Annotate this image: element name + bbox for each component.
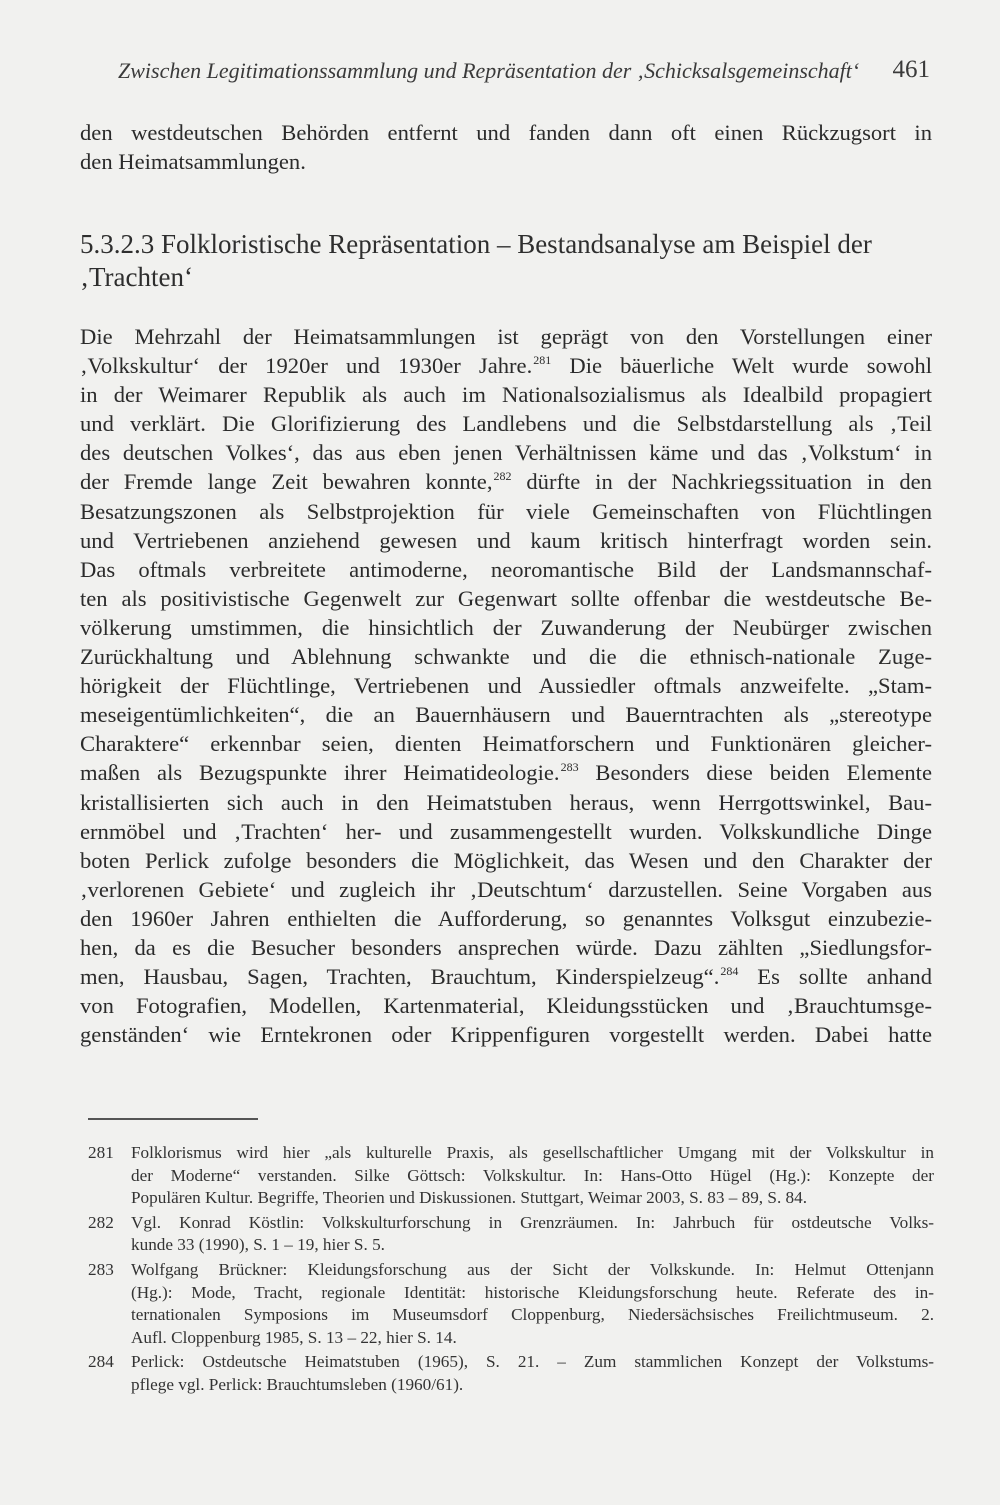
text-line — [80, 351, 932, 380]
section-heading — [80, 228, 932, 294]
footnote-line: ternationalen Symposions im Museumsdorf Cloppenburg, Niedersächsisches Freilichtmuseum. 2. — [131, 1305, 934, 1325]
text-line: Das oftmals verbreitete antimoderne, neoromantische Bild der Landsmannschaf- — [80, 556, 932, 582]
footnote-number: 284 — [88, 1352, 114, 1372]
footnote-number: 281 — [88, 1143, 114, 1162]
footnote-line: Vgl. Konrad Köstlin: Volkskulturforschung in Grenzräumen. In: Jahrbuch für ostdeutsche Volks- — [131, 1212, 934, 1232]
text-line: kristallisierten sich auch in den Heimatstuben heraus, wenn Herrgottswinkel, Bau- — [80, 789, 932, 815]
text-line: den westdeutschen Behörden entfernt und fanden dann oft einen Rückzugsort in — [80, 120, 932, 145]
text-line: meseigentümlichkeiten“, die an Bauernhäusern und Bauerntrachten als „stereotype — [80, 702, 932, 728]
text-run: der Fremde lange Zeit bewahren konnte, — [80, 469, 493, 495]
text-line: den Heimatsammlungen. — [80, 149, 306, 175]
footnote-line: (Hg.): Mode, Tracht, regionale Identität: historische Kleidungsforschung heute. Referate des in- — [131, 1282, 934, 1302]
footnote-284 — [88, 1351, 934, 1396]
running-title: Zwischen Legitimationssammlung und Repräsentation der ‚Schicksalsgemeinschaft‘ — [118, 58, 860, 83]
footnotes — [88, 1142, 934, 1399]
footnote-282 — [88, 1212, 934, 1257]
text-line: hen, da es die Besucher besonders ansprechen würde. Dazu zählten „Siedlungsfor- — [80, 934, 932, 960]
text-line: genständen‘ wie Erntekronen oder Krippenfiguren vorgestellt werden. Dabei hatte — [80, 1022, 932, 1048]
footnote-line: Folklorismus wird hier „als kulturelle Praxis, als gesellschaftlicher Umgang mit der Volkskultur in — [131, 1143, 934, 1162]
section-heading-line: ‚Trachten‘ — [80, 262, 193, 292]
text-line: von Fotografien, Modellen, Kartenmaterial, Kleidungsstücken und ‚Brauchtumsge- — [80, 993, 932, 1019]
text-line: ernmöbel und ‚Trachten‘ her- und zusammengestellt wurden. Volkskundliche Dinge — [80, 818, 932, 844]
text-run: Besonders diese beiden Elemente — [578, 760, 932, 786]
text-line: Zurückhaltung und Ablehnung schwankte und die die ethnisch-nationale Zuge- — [80, 644, 932, 670]
text-line: hörigkeit der Flüchtlinge, Vertriebenen und Aussiedler oftmals anzweifelte. „Stam- — [80, 673, 932, 699]
intro-paragraph — [80, 118, 932, 176]
footnote-ref-283[interactable]: 283 — [560, 760, 579, 775]
footnote-281 — [88, 1142, 934, 1210]
footnote-ref-281[interactable]: 281 — [533, 353, 552, 368]
page-number: 461 — [892, 56, 930, 83]
footnote-283 — [88, 1259, 934, 1349]
text-line: ten als positivistische Gegenwelt zur Gegenwart sollte offenbar die westdeutsche Be- — [80, 585, 932, 611]
footnote-ref-282[interactable]: 282 — [493, 469, 512, 484]
footnote-line: Wolfgang Brückner: Kleidungsforschung aus der Sicht der Volkskunde. In: Helmut Ottenjann — [131, 1259, 934, 1279]
footnote-separator — [88, 1118, 258, 1120]
running-header — [118, 56, 930, 90]
main-paragraph — [80, 322, 932, 1049]
text-line: des deutschen Volkes‘, das aus eben jenen Verhältnissen käme und das ‚Volkstum‘ in — [80, 440, 932, 466]
text-line: und Vertriebenen anziehend gewesen und kaum kritisch hinterfragt worden sein. — [80, 527, 932, 553]
text-run: ‚Volkskultur‘ der 1920er und 1930er Jahre. — [80, 353, 533, 379]
footnote-line: Populären Kultur. Begriffe, Theorien und Diskussionen. Stuttgart, Weimar 2003, S. 83 – 89, S. 84. — [131, 1188, 808, 1208]
text-line: Besatzungszonen als Selbstprojektion für viele Gemeinschaften von Flüchtlingen — [80, 498, 932, 524]
footnote-ref-284[interactable]: 284 — [720, 964, 739, 979]
text-line — [80, 962, 932, 991]
text-line: Die Mehrzahl der Heimatsammlungen ist geprägt von den Vorstellungen einer — [80, 324, 932, 349]
text-run: Es sollte anhand — [738, 964, 932, 990]
footnote-line: kunde 33 (1990), S. 1 – 19, hier S. 5. — [131, 1235, 385, 1255]
section-heading-line: 5.3.2.3 Folkloristische Repräsentation – Bestandsanalyse am Beispiel der — [80, 229, 872, 259]
text-line — [80, 467, 932, 496]
text-line: ‚verlorenen Gebiete‘ und zugleich ihr ‚Deutschtum‘ darzustellen. Seine Vorgaben aus — [80, 876, 932, 902]
footnote-line: der Moderne“ verstanden. Silke Göttsch: Volkskultur. In: Hans-Otto Hügel (Hg.): Konzepte der — [131, 1165, 934, 1185]
text-line: in der Weimarer Republik als auch im Nationalsozialismus als Idealbild propagiert — [80, 382, 932, 408]
text-line: den 1960er Jahren enthielten die Aufforderung, so genanntes Volksgut einzubezie- — [80, 905, 932, 931]
footnote-number: 283 — [88, 1259, 114, 1279]
footnote-line: Perlick: Ostdeutsche Heimatstuben (1965), S. 21. – Zum stammlichen Konzept der Volkstums- — [131, 1352, 934, 1372]
text-line — [80, 758, 932, 787]
text-line: Charaktere“ erkennbar seien, dienten Heimatforschern und Funktionären gleicher- — [80, 731, 932, 757]
footnote-number: 282 — [88, 1212, 114, 1232]
text-run: dürfte in der Nachkriegssituation in den — [511, 469, 932, 495]
text-run: men, Hausbau, Sagen, Trachten, Brauchtum, Kinderspielzeug“. — [80, 964, 720, 990]
text-line: und verklärt. Die Glorifizierung des Landlebens und die Selbstdarstellung als ‚Teil — [80, 411, 932, 437]
text-line: völkerung umstimmen, die hinsichtlich der Zuwanderung der Neubürger zwischen — [80, 614, 932, 640]
text-run: maßen als Bezugspunkte ihrer Heimatideologie. — [80, 760, 560, 786]
footnote-line: Aufl. Cloppenburg 1985, S. 13 – 22, hier S. 14. — [131, 1327, 457, 1347]
text-line: boten Perlick zufolge besonders die Möglichkeit, das Wesen und den Charakter der — [80, 847, 932, 873]
footnote-line: pflege vgl. Perlick: Brauchtumsleben (1960/61). — [131, 1374, 464, 1394]
text-run: Die bäuerliche Welt wurde sowohl — [551, 353, 932, 379]
